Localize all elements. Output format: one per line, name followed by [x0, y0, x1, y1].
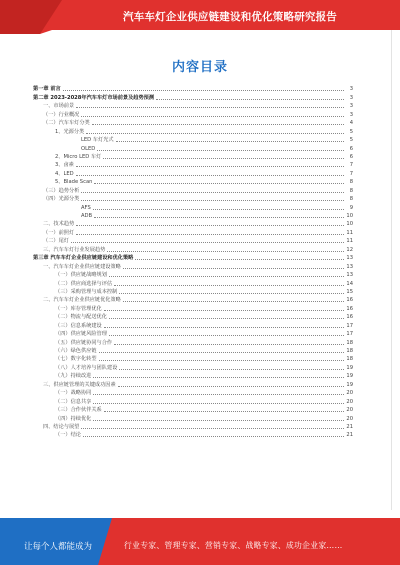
toc-entry[interactable] [33, 109, 353, 117]
toc-entry[interactable] [33, 312, 353, 320]
toc-leader-dots [156, 98, 344, 100]
toc-entry[interactable] [33, 430, 353, 438]
toc-entry[interactable] [33, 211, 353, 219]
toc-entry[interactable] [33, 118, 353, 126]
toc-leader-dots [92, 123, 344, 125]
toc-entry-text: （四）供应链风险管理 [55, 331, 107, 338]
toc-entry-text: 四、结论与展望 [43, 423, 80, 430]
toc-leader-dots [119, 292, 344, 294]
toc-entry[interactable] [33, 152, 353, 160]
toc-entry-page: 16 [346, 305, 353, 312]
toc-entry-text: 5、Blade Scan [55, 179, 93, 186]
toc-leader-dots [116, 140, 344, 142]
toc-leader-dots [93, 402, 344, 404]
toc-leader-dots [123, 267, 344, 269]
toc-entry[interactable] [33, 362, 353, 370]
toc-entry-text: 一、汽车车灯企业供应链建设策略 [43, 263, 121, 270]
footer-tagline: 行业专家、管理专家、营销专家、战略专家、成功企业家…… [124, 541, 343, 550]
toc-entry-page: 11 [346, 229, 353, 236]
toc-entry-page: 9 [349, 204, 353, 211]
toc-entry-page: 16 [346, 314, 353, 321]
toc-leader-dots [76, 224, 344, 226]
toc-entry-page: 19 [346, 373, 353, 380]
toc-entry-text: （八）人才培养与团队建设 [55, 364, 118, 371]
toc-entry[interactable] [33, 413, 353, 421]
toc-entry-text: （二）物流与配送优化 [55, 314, 107, 321]
toc-entry[interactable] [33, 194, 353, 202]
toc-entry-page: 12 [346, 246, 353, 253]
toc-entry-page: 8 [349, 179, 353, 186]
toc-leader-dots [76, 165, 344, 167]
toc-entry-text: （六）绿色供应链 [55, 348, 97, 354]
toc-leader-dots [63, 89, 344, 91]
toc-entry[interactable] [33, 396, 353, 404]
toc-entry-page: 17 [346, 322, 353, 329]
toc-entry[interactable] [33, 168, 353, 176]
table-of-contents [33, 84, 353, 438]
toc-entry-text: 二、技术趋势 [43, 221, 75, 228]
toc-entry-page: 14 [346, 280, 353, 287]
toc-leader-dots [119, 368, 344, 370]
toc-entry-text: AFS [81, 204, 91, 211]
toc-entry-page: 20 [346, 390, 353, 397]
toc-leader-dots [109, 275, 344, 277]
toc-entry-page: 13 [346, 263, 353, 270]
toc-entry-text: 第一章 前言 [33, 86, 61, 93]
toc-leader-dots [109, 317, 344, 319]
toc-entry-page: 20 [346, 415, 353, 422]
toc-leader-dots [104, 410, 344, 412]
toc-entry-text: （二）供应商选择与评估 [55, 280, 113, 287]
toc-entry-text: OLED [81, 145, 96, 152]
toc-leader-dots [107, 250, 344, 252]
toc-entry-text: （九）持续改进 [55, 373, 92, 380]
toc-entry-page: 10 [346, 213, 353, 219]
toc-entry[interactable] [33, 405, 353, 413]
toc-leader-dots [83, 435, 344, 437]
toc-entry[interactable] [33, 295, 353, 303]
toc-entry[interactable] [33, 126, 353, 134]
toc-entry-page: 13 [346, 272, 353, 279]
toc-entry-page: 10 [346, 221, 353, 228]
toc-entry-page: 5 [349, 128, 353, 135]
toc-entry-page: 16 [346, 297, 353, 304]
toc-entry-text: （一）库存管理优化 [55, 305, 102, 312]
toc-entry[interactable] [33, 379, 353, 387]
toc-entry[interactable] [33, 253, 353, 261]
toc-entry-page: 7 [349, 162, 353, 169]
toc-entry-text: 4、LED [55, 170, 74, 177]
toc-leader-dots [81, 427, 344, 429]
toc-entry[interactable] [33, 320, 353, 328]
toc-entry-page: 18 [346, 356, 353, 363]
toc-entry-text: ADB [81, 213, 93, 219]
toc-entry-text: （一）结论 [55, 432, 81, 439]
toc-entry-text: 2、Micro LED 车灯 [55, 153, 102, 160]
toc-entry-page: 4 [349, 120, 353, 127]
toc-entry-page: 21 [346, 423, 353, 430]
toc-entry-page: 8 [349, 196, 353, 203]
toc-leader-dots [99, 359, 344, 361]
toc-entry-page: 6 [349, 145, 353, 152]
page-border [391, 30, 392, 510]
toc-leader-dots [76, 233, 344, 235]
toc-entry[interactable] [33, 270, 353, 278]
toc-entry[interactable] [33, 244, 353, 252]
toc-entry-page: 19 [346, 381, 353, 388]
toc-leader-dots [81, 115, 344, 117]
toc-entry-text: 三、供应链管理的关键成功因素 [43, 381, 116, 388]
header-title: 汽车车灯企业供应链建设和优化策略研究报告 [123, 11, 337, 23]
toc-entry-text: （五）供应链协同与合作 [55, 339, 113, 346]
toc-entry[interactable] [33, 219, 353, 227]
toc-entry-text: 三、汽车车灯行业发展趋势 [43, 246, 106, 253]
toc-entry-page: 6 [349, 153, 353, 160]
toc-entry-page: 3 [349, 103, 353, 110]
toc-entry-page: 19 [346, 364, 353, 371]
toc-entry-text: （三）趋势分析 [43, 187, 80, 194]
toc-entry-page: 5 [349, 137, 353, 144]
toc-leader-dots [109, 334, 344, 336]
toc-entry-text: 3、卤素 [55, 162, 74, 169]
toc-entry-text: （一）供应链战略规划 [55, 272, 107, 279]
toc-leader-dots [93, 376, 344, 378]
toc-entry[interactable] [33, 227, 353, 235]
toc-entry-page: 3 [349, 111, 353, 118]
toc-entry-page: 11 [346, 238, 353, 245]
toc-entry-page: 18 [346, 339, 353, 346]
footer-slogan: 让每个人都能成为 [24, 542, 93, 552]
toc-entry-page: 17 [346, 331, 353, 338]
toc-entry[interactable] [33, 101, 353, 109]
toc-entry-text: （四）光源分类 [43, 196, 80, 203]
toc-entry-text: （三）合作伙伴关系 [55, 407, 102, 414]
toc-entry-page: 7 [349, 170, 353, 177]
toc-leader-dots [103, 157, 344, 159]
toc-entry-page: 3 [349, 86, 353, 93]
toc-leader-dots [104, 309, 344, 311]
toc-entry[interactable] [33, 135, 353, 143]
page-footer [0, 518, 400, 565]
toc-entry-page: 3 [349, 94, 353, 101]
toc-leader-dots [93, 393, 344, 395]
toc-entry[interactable] [33, 84, 353, 92]
toc-leader-dots [81, 199, 344, 201]
toc-entry-page: 20 [346, 407, 353, 414]
toc-entry-page: 8 [349, 187, 353, 194]
toc-leader-dots [76, 174, 344, 176]
toc-entry-text: 一、市场前景 [43, 103, 75, 110]
toc-entry-text: （二）信息共享 [55, 398, 92, 405]
toc-entry[interactable] [33, 143, 353, 151]
toc-leader-dots [93, 419, 344, 421]
toc-entry[interactable] [33, 92, 353, 100]
toc-entry[interactable] [33, 346, 353, 354]
toc-entry[interactable] [33, 160, 353, 168]
toc-leader-dots [97, 149, 344, 151]
toc-leader-dots [93, 208, 344, 210]
toc-leader-dots [135, 258, 344, 260]
toc-entry[interactable] [33, 337, 353, 345]
toc-leader-dots [114, 284, 344, 286]
toc-entry[interactable] [33, 371, 353, 379]
toc-entry-text: 1、光源分类 [55, 128, 85, 135]
toc-entry[interactable] [33, 202, 353, 210]
toc-leader-dots [71, 241, 344, 243]
toc-entry[interactable] [33, 261, 353, 269]
toc-entry[interactable] [33, 278, 353, 286]
toc-leader-dots [86, 132, 344, 134]
toc-leader-dots [104, 326, 344, 328]
toc-entry[interactable] [33, 422, 353, 430]
toc-entry-text: （二）汽车车灯分类 [43, 120, 90, 127]
toc-entry-text: LED 车灯光式 [81, 137, 114, 144]
toc-entry[interactable] [33, 303, 353, 311]
toc-entry-text: 第三章 汽车车灯企业供应链建设和优化策略 [33, 255, 134, 262]
toc-entry-page: 21 [346, 432, 353, 439]
toc-entry[interactable] [33, 354, 353, 362]
toc-leader-dots [123, 300, 344, 302]
toc-entry[interactable] [33, 177, 353, 185]
toc-entry[interactable] [33, 287, 353, 295]
toc-entry-text: （三）采购管理与成本控制 [55, 288, 118, 295]
toc-entry-page: 13 [346, 255, 353, 262]
toc-leader-dots [76, 106, 344, 108]
toc-entry[interactable] [33, 388, 353, 396]
toc-leader-dots [99, 351, 344, 353]
toc-entry-text: （一）行业概况 [43, 111, 80, 118]
toc-entry[interactable] [33, 236, 353, 244]
toc-entry-text: （一）战略协同 [55, 390, 92, 397]
toc-entry-page: 20 [346, 398, 353, 405]
toc-entry-page: 15 [346, 288, 353, 295]
toc-entry-text: （四）持续优化 [55, 415, 92, 422]
toc-entry-text: 第二章 2023-2028年汽车车灯市场前景及趋势预测 [33, 94, 155, 101]
toc-entry-text: （一）前照灯 [43, 229, 75, 236]
page-header [0, 0, 400, 34]
toc-entry-text: （七）数字化转型 [55, 356, 97, 363]
toc-leader-dots [81, 191, 344, 193]
toc-entry[interactable] [33, 329, 353, 337]
toc-entry-text: （二）尾灯 [43, 238, 69, 245]
toc-leader-dots [118, 385, 344, 387]
toc-entry-text: 二、汽车车灯企业供应链优化策略 [43, 297, 121, 304]
toc-leader-dots [94, 216, 344, 218]
toc-leader-dots [114, 343, 344, 345]
toc-title: 内容目录 [171, 60, 228, 75]
toc-entry-page: 18 [346, 348, 353, 354]
toc-leader-dots [94, 182, 344, 184]
toc-entry[interactable] [33, 185, 353, 193]
toc-entry-text: （三）信息系统建设 [55, 322, 102, 329]
